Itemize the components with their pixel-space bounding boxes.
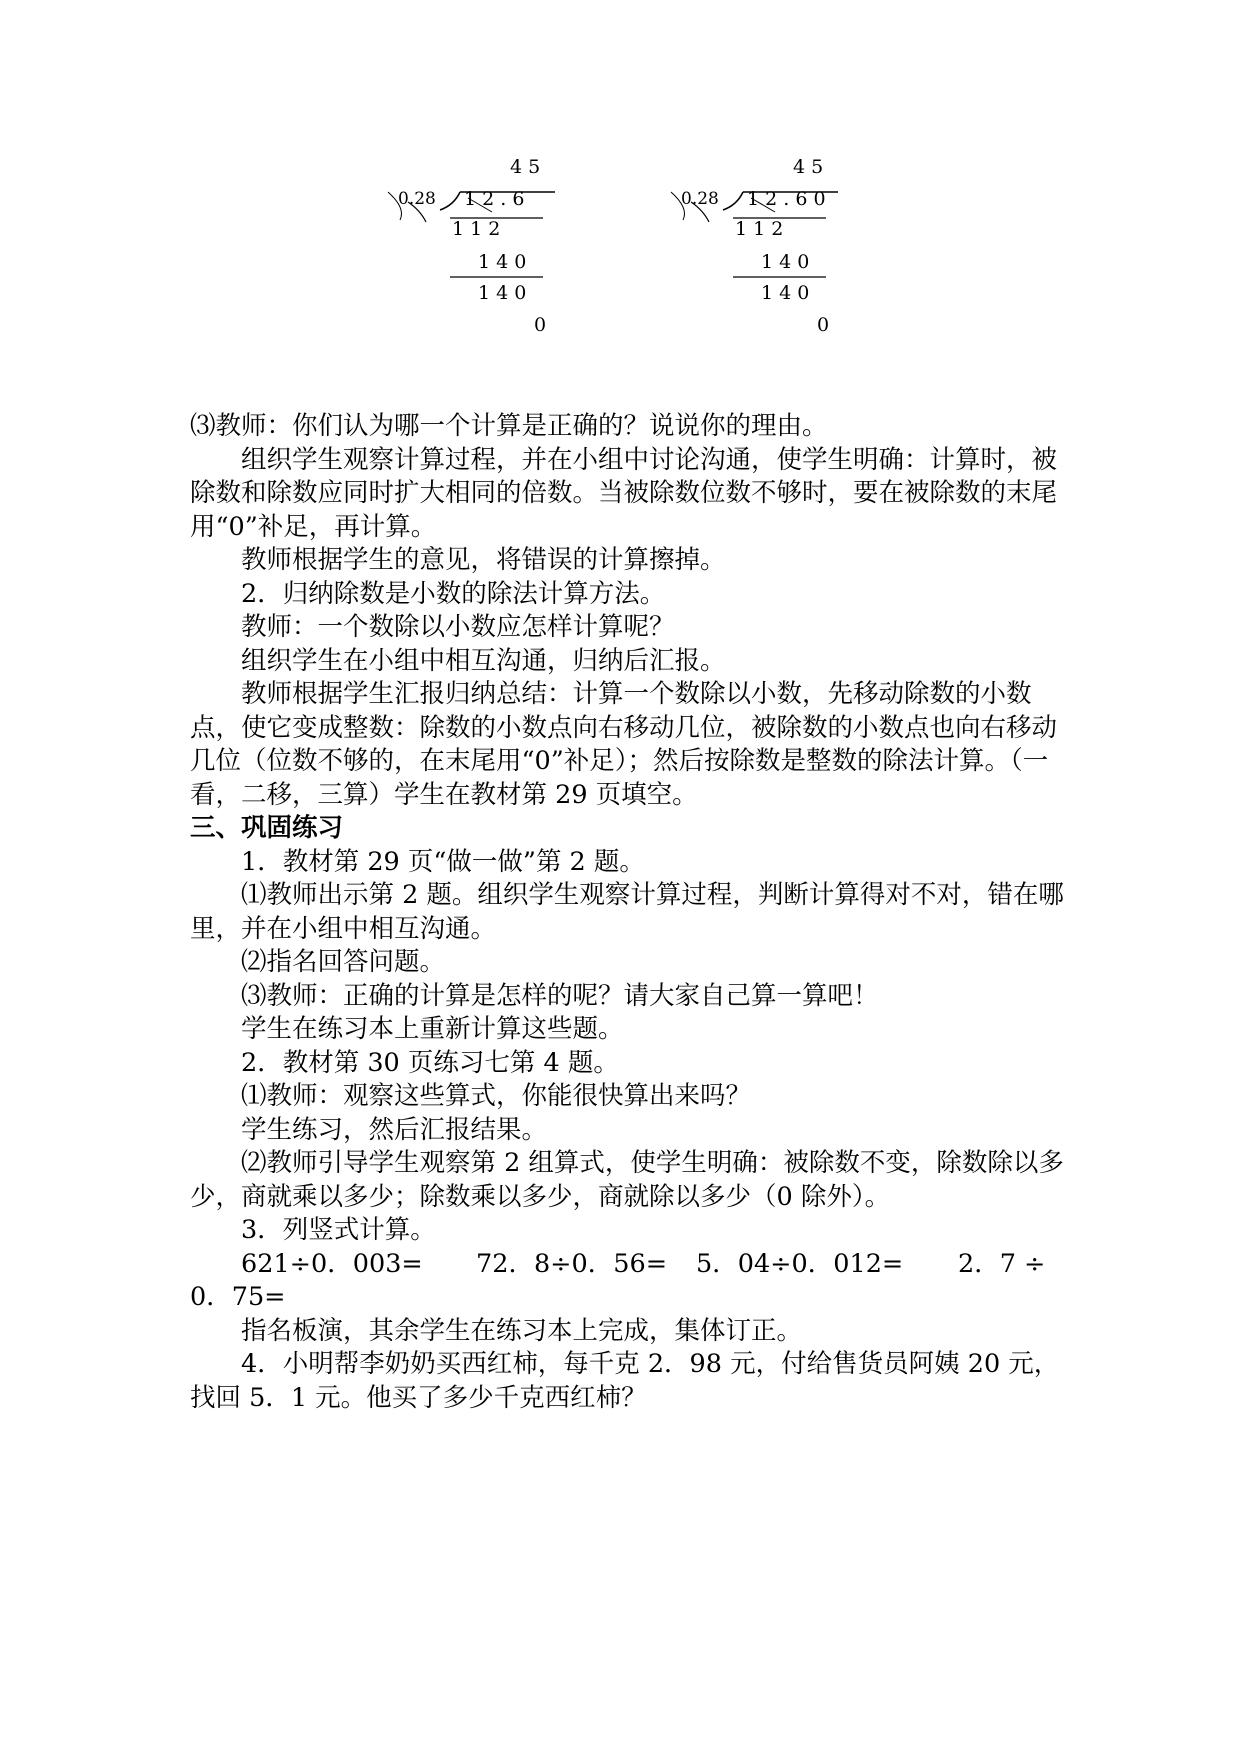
step-subtract-1: 1 1 2 <box>452 218 501 240</box>
step-subtract-2: 1 4 0 <box>761 282 810 304</box>
divisor: 0.28 <box>681 189 719 209</box>
paragraph-exercise-4: 4．小明帮李奶奶买西红柿，每千克 2．98 元，付给售货员阿姨 20 元，找回 5．1 元。他买了多少千克西红柿？ <box>190 1349 1060 1413</box>
step-result: 0 <box>534 314 547 336</box>
step-remainder-1: 1 4 0 <box>761 251 810 273</box>
step-subtract-1: 1 1 2 <box>735 218 784 240</box>
paragraph-exercise-2-step2: ⑵教师引导学生观察第 2 组算式，使学生明确：被除数不变，除数除以多少，商就乘以多少；除数乘以多少，商就除以多少（0 除外）。 <box>190 1148 1064 1212</box>
expression-4-continued: 0．75= <box>190 1282 286 1312</box>
paragraph-exercise-1: 1．教材第 29 页“做一做”第 2 题。 <box>241 846 645 877</box>
paragraph-teacher-how: 教师：一个数除以小数应怎样计算呢？ <box>241 612 675 642</box>
quotient: 4 5 <box>793 156 824 178</box>
divisor: 0.28 <box>398 189 436 209</box>
expression-2: 72．8÷0．56= <box>476 1248 668 1279</box>
division-bracket-left <box>400 150 600 350</box>
paragraph-group-report: 组织学生在小组中相互沟通，归纳后汇报。 <box>241 645 726 676</box>
paragraph-teacher-question: ⑶教师：你们认为哪一个计算是正确的？说说你的理由。 <box>190 411 828 441</box>
lesson-text <box>190 410 1065 1415</box>
paragraph-board-work: 指名板演，其余学生在练习本上完成，集体订正。 <box>241 1315 803 1346</box>
paragraph-conclusion: 教师根据学生汇报归纳总结：计算一个数除以小数，先移动除数的小数点，使它变成整数：除数的小数点向右移动几位，被除数的小数点也向右移动几位（位数不够的，在末尾用“0”补足）；然后按除数是整数的除法计算。（一看，二移，三算）学生在教材第 29 页填空。 <box>190 679 1058 810</box>
step-remainder-1: 1 4 0 <box>478 251 527 273</box>
paragraph-exercise-1-step2: ⑵指名回答问题。 <box>241 947 446 977</box>
expression-1: 621÷0．003= <box>241 1248 423 1279</box>
quotient: 4 5 <box>510 156 541 178</box>
dividend: 1 2 . 6 0 <box>747 188 826 210</box>
paragraph-summarize-method: 2．归纳除数是小数的除法计算方法。 <box>241 578 666 609</box>
step-result: 0 <box>817 314 830 336</box>
long-division-right <box>683 150 1143 350</box>
paragraph-exercise-3: 3．列竖式计算。 <box>241 1215 436 1245</box>
paragraph-exercise-1-step1: ⑴教师出示第 2 题。组织学生观察计算过程，判断计算得对不对，错在哪里，并在小组中相互沟通。 <box>190 880 1064 944</box>
expression-4: 2．7 ÷ <box>958 1248 1046 1279</box>
expression-row <box>190 1248 1065 1282</box>
division-bracket-right <box>683 150 883 350</box>
section-heading-practice: 三、巩固练习 <box>190 813 344 843</box>
expression-3: 5．04÷0．012= <box>696 1248 904 1279</box>
paragraph-exercise-1-step3: ⑶教师：正确的计算是怎样的呢？请大家自己算一算吧！ <box>241 980 879 1011</box>
paragraph-exercise-2-step1: ⑴教师：观察这些算式，你能很快算出来吗？ <box>241 1081 752 1111</box>
paragraph-practice-report: 学生练习，然后汇报结果。 <box>241 1114 548 1145</box>
paragraph-exercise-2: 2．教材第 30 页练习七第 4 题。 <box>241 1047 619 1078</box>
paragraph-erase: 教师根据学生的意见，将错误的计算擦掉。 <box>241 545 726 575</box>
paragraph-recalculate: 学生在练习本上重新计算这些题。 <box>241 1014 624 1044</box>
dividend: 1 2 . 6 <box>464 188 525 210</box>
paragraph-discussion: 组织学生观察计算过程，并在小组中讨论沟通，使学生明确：计算时，被除数和除数应同时扩大相同的倍数。当被除数位数不够时，要在被除数的末尾用“0”补足，再计算。 <box>190 444 1058 542</box>
step-subtract-2: 1 4 0 <box>478 282 527 304</box>
